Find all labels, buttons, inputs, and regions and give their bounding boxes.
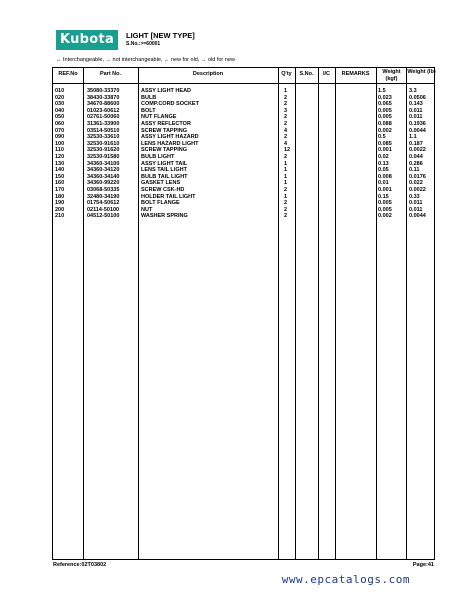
cell-part: 34360-34120 — [87, 167, 120, 174]
cell-part: 34360-34100 — [87, 160, 120, 167]
cell-lb: 0.011 — [409, 107, 423, 114]
cell-kgf: 0.002 — [378, 213, 392, 220]
kubota-logo: Kubota — [56, 30, 118, 50]
cell-qty: 2 — [284, 121, 288, 127]
cell-part: 34360-34140 — [87, 173, 120, 180]
cell-part: 31361-33900 — [87, 121, 120, 127]
col-header-part: Part No. — [99, 71, 122, 77]
cell-part: 32530-91610 — [87, 140, 120, 147]
cell-kgf: 0.085 — [378, 140, 392, 147]
cell-kgf: 0.001 — [378, 147, 392, 154]
cell-lb: 0.143 — [409, 101, 423, 108]
cell-part: 32480-34190 — [87, 193, 120, 200]
interchangeability-legend: ↔ Interchangeable, → not interchangeable, ← new for old, → old for new — [56, 57, 235, 63]
cell-lb: 0.0176 — [409, 173, 426, 180]
cell-kgf: 0.05 — [378, 167, 389, 174]
cell-desc: GASKET LENS — [141, 180, 181, 187]
cell-ref: 160 — [55, 180, 65, 187]
cell-desc: ASSY LIGHT TAIL — [141, 160, 188, 167]
cell-desc: NUT FLANGE — [141, 114, 177, 121]
cell-part: 01023-60612 — [87, 107, 120, 114]
cell-ref: 180 — [55, 193, 65, 200]
cell-kgf: 0.088 — [378, 121, 392, 127]
cell-desc: WASHER SPRING — [141, 213, 188, 220]
cell-lb: 3.3 — [409, 88, 417, 94]
cell-part: 32530-91620 — [87, 147, 120, 154]
cell-kgf: 0.023 — [378, 94, 392, 101]
cell-lb: 0.0506 — [409, 94, 426, 101]
cell-lb: 0.0022 — [409, 147, 426, 154]
page-number: Page:41 — [412, 562, 434, 568]
cell-ref: 120 — [55, 154, 65, 160]
cell-lb: 0.011 — [409, 206, 423, 213]
cell-kgf: 0.005 — [378, 107, 392, 114]
cell-kgf: 0.005 — [378, 200, 392, 207]
cell-part: 03514-50510 — [87, 127, 120, 134]
col-header-ref: REF.No — [58, 71, 78, 77]
cell-qty: 1 — [284, 180, 288, 187]
cell-ref: 210 — [55, 213, 65, 220]
cell-ref: 050 — [55, 114, 65, 121]
cell-ref: 060 — [55, 121, 65, 127]
col-header-description: Description — [192, 71, 224, 77]
cell-qty: 12 — [284, 147, 291, 154]
parts-table — [52, 67, 435, 560]
header-divider — [53, 83, 434, 84]
col-header-sno: S.No. — [299, 71, 314, 77]
cell-ref: 140 — [55, 167, 65, 174]
cell-lb: 0.044 — [409, 154, 423, 160]
cell-qty: 1 — [284, 167, 288, 174]
cell-desc: SCREW TAPPING — [141, 127, 188, 134]
cell-kgf: 0.01 — [378, 180, 389, 187]
cell-desc: BULB LIGHT — [141, 154, 175, 160]
cell-qty: 2 — [284, 200, 288, 207]
cell-qty: 4 — [284, 127, 288, 134]
cell-qty: 4 — [284, 140, 288, 147]
cell-qty: 1 — [284, 88, 288, 94]
cell-qty: 2 — [284, 134, 288, 141]
cell-part: 03068-50335 — [87, 187, 120, 193]
cell-desc: BOLT — [141, 107, 156, 114]
cell-ref: 040 — [55, 107, 65, 114]
cell-kgf: 0.13 — [378, 160, 389, 167]
cell-kgf: 0.065 — [378, 101, 392, 108]
cell-ref: 020 — [55, 94, 65, 101]
cell-lb: 0.011 — [409, 200, 423, 207]
cell-ref: 100 — [55, 140, 65, 147]
watermark: www.epcatalogs.com — [281, 573, 410, 586]
cell-part: 34360-99220 — [87, 180, 120, 187]
cell-kgf: 0.002 — [378, 127, 392, 134]
cell-lb: 0.0044 — [409, 213, 426, 220]
cell-desc: NUT — [141, 206, 153, 213]
cell-kgf: 0.5 — [378, 134, 386, 141]
cell-lb: 0.1936 — [409, 121, 426, 127]
cell-qty: 2 — [284, 94, 288, 101]
cell-kgf: 0.02 — [378, 154, 389, 160]
cell-ref: 200 — [55, 206, 65, 213]
cell-qty: 2 — [284, 213, 288, 220]
cell-desc: HOLDER TAIL LIGHT — [141, 193, 196, 200]
cell-qty: 2 — [284, 101, 288, 108]
cell-part: 38430-33870 — [87, 94, 120, 101]
cell-lb: 0.286 — [409, 160, 423, 167]
cell-part: 35080-33370 — [87, 88, 120, 94]
cell-kgf: 1.5 — [378, 88, 386, 94]
col-header-remarks: REMARKS — [341, 71, 370, 77]
cell-ref: 110 — [55, 147, 64, 154]
cell-ref: 170 — [55, 187, 65, 193]
cell-part: 34670-88600 — [87, 101, 120, 108]
col-header-ic: I/C — [322, 71, 331, 77]
cell-desc: ASSY LIGHT HAZARD — [141, 134, 199, 141]
cell-part: 01754-50612 — [87, 200, 120, 207]
cell-desc: LENS HAZARD LIGHT — [141, 140, 199, 147]
cell-qty: 1 — [284, 160, 288, 167]
cell-desc: SCREW CSK-HD — [141, 187, 185, 193]
cell-part: 32530-33610 — [87, 134, 120, 141]
cell-part: 32530-91580 — [87, 154, 120, 160]
cell-qty: 3 — [284, 107, 288, 114]
cell-desc: BOLT FLANGE — [141, 200, 180, 207]
reference-number: Reference:02T03802 — [53, 562, 107, 568]
cell-qty: 2 — [284, 206, 288, 213]
cell-lb: 0.011 — [409, 114, 423, 121]
cell-desc: COMP.CORD SOCKET — [141, 101, 199, 108]
cell-lb: 1.1 — [409, 134, 417, 141]
cell-qty: 2 — [284, 114, 288, 121]
col-header-qty: Q'ty — [281, 71, 292, 77]
cell-part: 04512-50100 — [87, 213, 120, 220]
cell-qty: 2 — [284, 154, 288, 160]
cell-part: 02761-50060 — [87, 114, 120, 121]
cell-ref: 130 — [55, 160, 65, 167]
cell-ref: 150 — [55, 173, 65, 180]
cell-ref: 090 — [55, 134, 65, 141]
cell-lb: 0.0044 — [409, 127, 426, 134]
cell-kgf: 0.005 — [378, 114, 392, 121]
cell-part: 02114-50100 — [87, 206, 120, 213]
cell-qty: 1 — [284, 173, 288, 180]
cell-qty: 1 — [284, 193, 288, 200]
cell-lb: 0.0022 — [409, 187, 426, 193]
col-header-weight-kgf: Weight (kgf) — [382, 69, 401, 82]
page-title: LIGHT [NEW TYPE] — [126, 31, 195, 40]
col-header-weight-lb: Weight (lb) — [407, 69, 436, 75]
cell-desc: LENS TAIL LIGHT — [141, 167, 187, 174]
cell-desc: BULB TAIL LIGHT — [141, 173, 188, 180]
cell-qty: 2 — [284, 187, 288, 193]
cell-desc: ASSY LIGHT HEAD — [141, 88, 192, 94]
cell-ref: 070 — [55, 127, 65, 134]
cell-kgf: 0.008 — [378, 173, 392, 180]
cell-lb: 0.33 — [409, 193, 420, 200]
cell-ref: 030 — [55, 101, 65, 108]
cell-desc: SCREW TAPPING — [141, 147, 188, 154]
serial-number: S.No.:>=60001 — [126, 41, 161, 47]
cell-kgf: 0.005 — [378, 206, 392, 213]
cell-lb: 0.11 — [409, 167, 420, 174]
cell-lb: 0.187 — [409, 140, 423, 147]
cell-kgf: 0.15 — [378, 193, 389, 200]
cell-lb: 0.022 — [409, 180, 423, 187]
cell-ref: 190 — [55, 200, 65, 207]
cell-desc: BULB — [141, 94, 157, 101]
table-row — [53, 213, 434, 220]
cell-desc: ASSY REFLECTOR — [141, 121, 191, 127]
cell-ref: 010 — [55, 88, 65, 94]
cell-kgf: 0.001 — [378, 187, 392, 193]
